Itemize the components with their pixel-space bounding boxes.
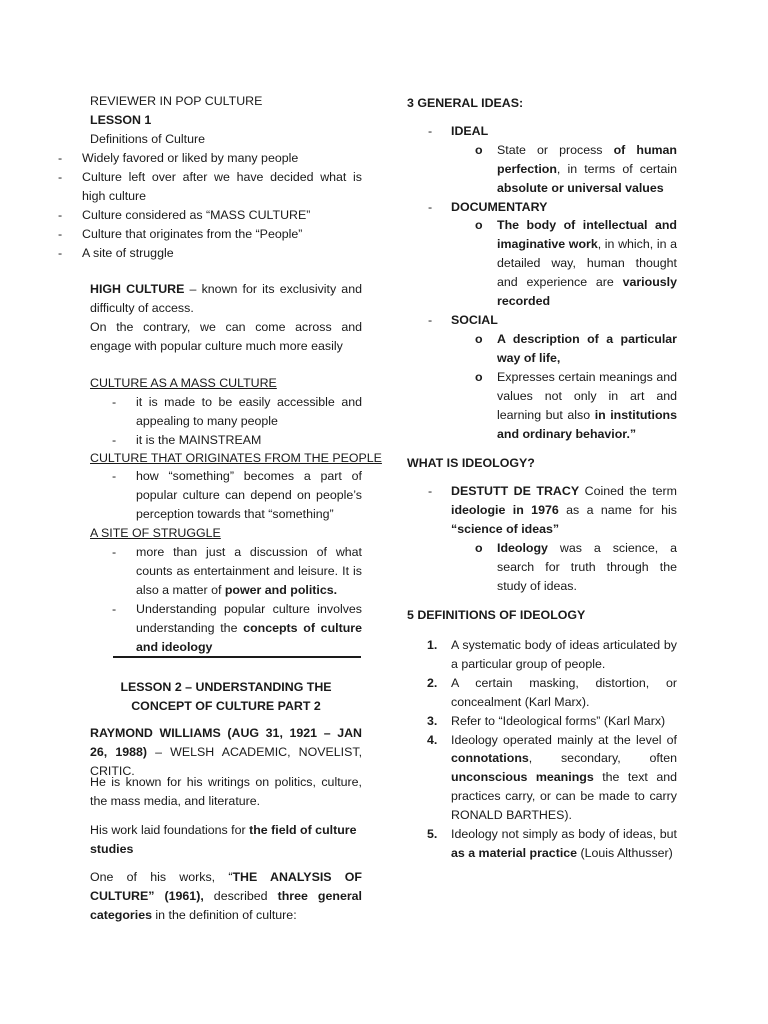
tracy-bold: “science of ideas” <box>451 521 560 536</box>
dash-marker: - <box>58 207 63 222</box>
dash-marker: - <box>428 313 433 327</box>
list-item-text: A site of struggle <box>82 245 174 260</box>
definitions-title: Definitions of Culture <box>90 132 206 146</box>
dash-marker: - <box>112 432 117 447</box>
circle-marker: o <box>475 541 483 555</box>
dash-marker: - <box>428 484 433 498</box>
list-item <box>90 467 362 524</box>
tracy-text: Coined the term <box>579 484 677 498</box>
list-number: 1. <box>427 638 438 652</box>
mass-culture-list <box>90 393 362 450</box>
tracy-item <box>428 482 677 539</box>
list-item-text: Culture considered as “MASS CULTURE” <box>82 207 311 222</box>
list-item-bold: power and politics. <box>224 582 338 597</box>
social-bold: in institutions and ordinary behavior.” <box>497 407 678 441</box>
list-item-bold: connotations <box>451 751 529 766</box>
social-bold: A description of a particular way of life, <box>497 332 677 365</box>
ideology-bold: Ideology <box>497 541 548 555</box>
ideal-subitem <box>475 141 677 198</box>
list-item <box>90 393 362 431</box>
circle-marker: o <box>475 370 483 384</box>
ideal-item <box>398 122 678 141</box>
list-item-text: more than just a discussion of what counts as entertainment and leisure. It is also a matter of <box>136 545 362 597</box>
definitions-list <box>0 149 362 262</box>
dash-marker: - <box>58 245 63 260</box>
list-item <box>427 636 677 674</box>
dash-marker: - <box>58 169 63 184</box>
list-item-text: Culture left over after we have decided what is high culture <box>82 169 362 203</box>
list-number: 5. <box>427 827 438 842</box>
documentary-bold: variously recorded <box>497 274 677 308</box>
section-divider <box>113 656 361 658</box>
tracy-text: as a name for his <box>558 502 677 517</box>
dash-marker: - <box>112 545 117 559</box>
foundations-bold: the field of culture studies <box>90 823 357 856</box>
header-title: REVIEWER IN POP CULTURE <box>90 94 263 108</box>
list-item-text: Understanding popular culture involves understanding the <box>136 601 362 635</box>
dash-marker: - <box>112 395 117 409</box>
list-item-text: Ideology not simply as body of ideas, but <box>451 827 677 842</box>
ideology-title: WHAT IS IDEOLOGY? <box>407 456 535 470</box>
tracy-bold: ideologie in 1976 <box>451 502 559 517</box>
contrary-paragraph: On the contrary, we can come across and engage with popular culture much more easily <box>90 320 362 353</box>
list-item <box>427 731 678 826</box>
list-item <box>427 825 677 863</box>
social-subitem <box>475 330 677 368</box>
list-item-text: , secondary, often <box>528 751 677 766</box>
dash-marker: - <box>112 601 117 616</box>
ideology-subitem <box>475 539 677 596</box>
works-paragraph <box>90 868 362 925</box>
social-label: SOCIAL <box>451 313 498 327</box>
list-item-bold: unconscious meanings <box>451 770 594 785</box>
dash-marker: - <box>428 200 433 214</box>
list-item-text: Ideology operated mainly at the level of <box>451 732 677 747</box>
struggle-list <box>90 543 362 656</box>
works-text: in the definition of culture: <box>151 907 297 922</box>
five-definitions-title: 5 DEFINITIONS OF IDEOLOGY <box>407 608 586 622</box>
ideology-text: was a science, a search for truth through the study of ideas. <box>497 541 677 593</box>
documentary-text: , in which, in a detailed way, human thought and experience are <box>497 236 677 289</box>
known-paragraph: He is known for his writings on politics, culture, the mass media, and literature. <box>90 775 362 808</box>
documentary-bold: The body of intellectual and imaginative work <box>497 218 677 251</box>
list-item-text: (Louis Althusser) <box>577 845 673 860</box>
list-item-text: Widely favored or liked by many people <box>82 151 299 165</box>
list-item <box>0 206 362 225</box>
dash-marker: - <box>58 151 63 165</box>
mass-culture-heading: CULTURE AS A MASS CULTURE <box>90 376 277 390</box>
circle-marker: o <box>475 332 483 346</box>
works-bold: three general categories <box>90 888 362 922</box>
high-culture-term: HIGH CULTURE <box>90 282 185 296</box>
documentary-item <box>398 198 678 217</box>
list-item-text: it is the MAINSTREAM <box>136 432 262 447</box>
dash-marker: - <box>428 124 433 138</box>
ideal-bold: of human perfection <box>497 143 677 176</box>
list-number: 4. <box>427 732 438 747</box>
list-item <box>0 225 362 244</box>
list-item-text: A systematic body of ideas articulated by a particular group of people. <box>451 638 677 671</box>
list-item <box>0 244 362 263</box>
general-ideas-title: 3 GENERAL IDEAS: <box>407 96 524 110</box>
list-item <box>427 674 677 712</box>
list-item <box>0 149 362 168</box>
list-item-text: A certain masking, distortion, or concealment (Karl Marx). <box>451 675 677 709</box>
circle-marker: o <box>475 143 483 157</box>
list-item <box>0 168 362 206</box>
people-list <box>90 467 362 524</box>
list-item-bold: as a material practice <box>451 845 578 860</box>
list-item <box>90 600 362 657</box>
dash-marker: - <box>112 469 117 483</box>
works-text: described <box>203 888 278 903</box>
social-item <box>398 311 678 330</box>
ideal-text: , in terms of certain <box>556 161 677 176</box>
list-number: 2. <box>427 675 438 690</box>
social-subitem <box>475 368 678 444</box>
list-item-text: it is made to be easily accessible and appealing to many people <box>136 395 362 428</box>
ideal-label: IDEAL <box>451 124 489 138</box>
dash-marker: - <box>58 226 63 241</box>
raymond-name: RAYMOND WILLIAMS (AUG 31, 1921 – JAN 26, 1988) <box>90 726 362 759</box>
list-item-text: Culture that originates from the “People” <box>82 226 303 241</box>
works-title: THE ANALYSIS OF CULTURE” (1961), <box>90 870 362 903</box>
high-culture-text: – known for its exclusivity and difficulty of access. <box>90 282 362 315</box>
high-culture-paragraph <box>90 280 362 318</box>
documentary-label: DOCUMENTARY <box>451 200 548 214</box>
list-item <box>90 431 362 450</box>
ideal-text: State or process <box>497 143 614 157</box>
foundations-text: His work laid foundations for <box>90 823 250 837</box>
tracy-name: DESTUTT DE TRACY <box>451 484 580 498</box>
definitions-ordered-list <box>427 636 678 863</box>
people-heading: CULTURE THAT ORIGINATES FROM THE PEOPLE <box>90 451 382 465</box>
foundations-paragraph <box>90 821 362 859</box>
list-item-text: the text and practices carry, or can be made to carry RONALD BARTHES). <box>451 770 678 823</box>
circle-marker: o <box>475 218 483 232</box>
list-number: 3. <box>427 713 438 728</box>
list-item <box>427 712 677 731</box>
list-item-bold: concepts of culture and ideology <box>136 620 362 654</box>
lesson1-title: LESSON 1 <box>90 113 152 127</box>
list-item-text: how “something” becomes a part of popular culture can depend on people’s perception towards that “something” <box>136 469 362 521</box>
works-text: One of his works, “ <box>90 870 233 884</box>
list-item <box>90 543 362 600</box>
raymond-description: – WELSH ACADEMIC, NOVELIST, CRITIC. <box>90 744 363 778</box>
social-text: Expresses certain meanings and values not only in art and learning but also <box>497 370 677 422</box>
struggle-heading: A SITE OF STRUGGLE <box>90 526 221 540</box>
list-item-text: Refer to “Ideological forms” (Karl Marx) <box>451 713 666 728</box>
lesson2-title: LESSON 2 – UNDERSTANDING THE CONCEPT OF CULTURE PART 2 <box>120 680 332 713</box>
ideal-bold: absolute or universal values <box>497 180 664 195</box>
documentary-subitem <box>475 216 677 311</box>
